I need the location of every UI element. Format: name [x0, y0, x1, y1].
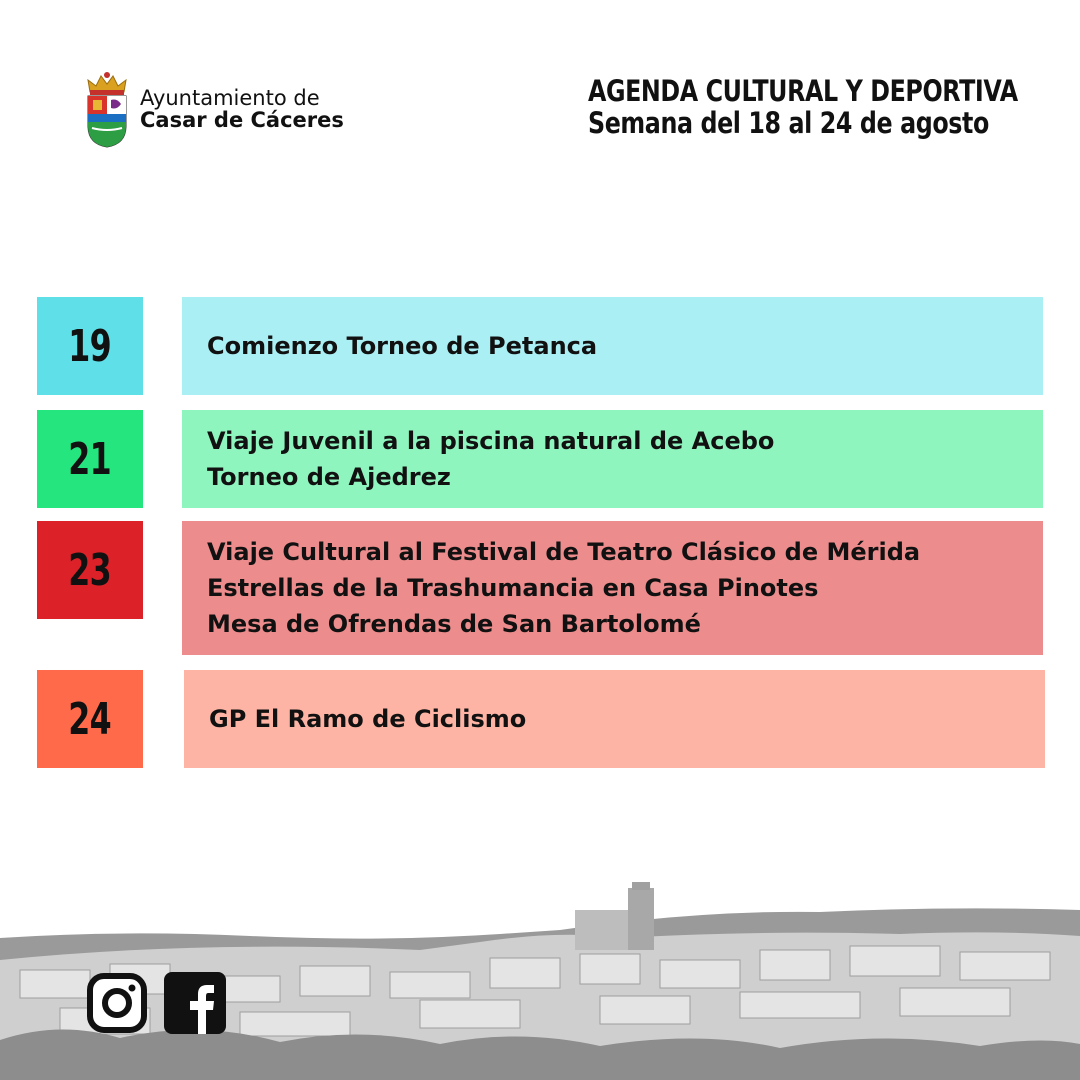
event-item: GP El Ramo de Ciclismo — [209, 705, 527, 733]
event-item: Estrellas de la Trashumancia en Casa Pinotes — [207, 574, 819, 602]
day-number: 21 — [68, 433, 112, 485]
event-box — [184, 670, 1045, 768]
day-badge — [37, 297, 143, 395]
day-number: 24 — [68, 693, 112, 745]
event-item: Viaje Juvenil a la piscina natural de Acebo — [207, 427, 775, 455]
title-main: AGENDA CULTURAL Y DEPORTIVA — [588, 74, 1018, 108]
facebook-icon[interactable] — [164, 972, 226, 1034]
org-name-line1: Ayuntamiento de — [140, 85, 320, 110]
day-badge — [37, 521, 143, 619]
title-week: Semana del 18 al 24 de agosto — [588, 105, 989, 140]
day-number: 19 — [68, 320, 112, 372]
day-badge — [37, 410, 143, 508]
org-name-line2: Casar de Cáceres — [140, 108, 344, 132]
event-box — [182, 410, 1043, 508]
coat-of-arms-icon — [84, 70, 130, 148]
event-item: Mesa de Ofrendas de San Bartolomé — [207, 610, 701, 638]
town-panorama — [0, 880, 1080, 1080]
page-title — [588, 76, 1080, 140]
event-item: Viaje Cultural al Festival de Teatro Clásico de Mérida — [207, 538, 921, 566]
org-logo — [84, 70, 344, 148]
event-box — [182, 521, 1043, 655]
day-badge — [37, 670, 143, 768]
event-box — [182, 297, 1043, 395]
day-number: 23 — [68, 544, 112, 596]
event-item: Comienzo Torneo de Petanca — [207, 332, 598, 360]
instagram-icon[interactable] — [86, 972, 148, 1034]
event-item: Torneo de Ajedrez — [207, 463, 451, 491]
